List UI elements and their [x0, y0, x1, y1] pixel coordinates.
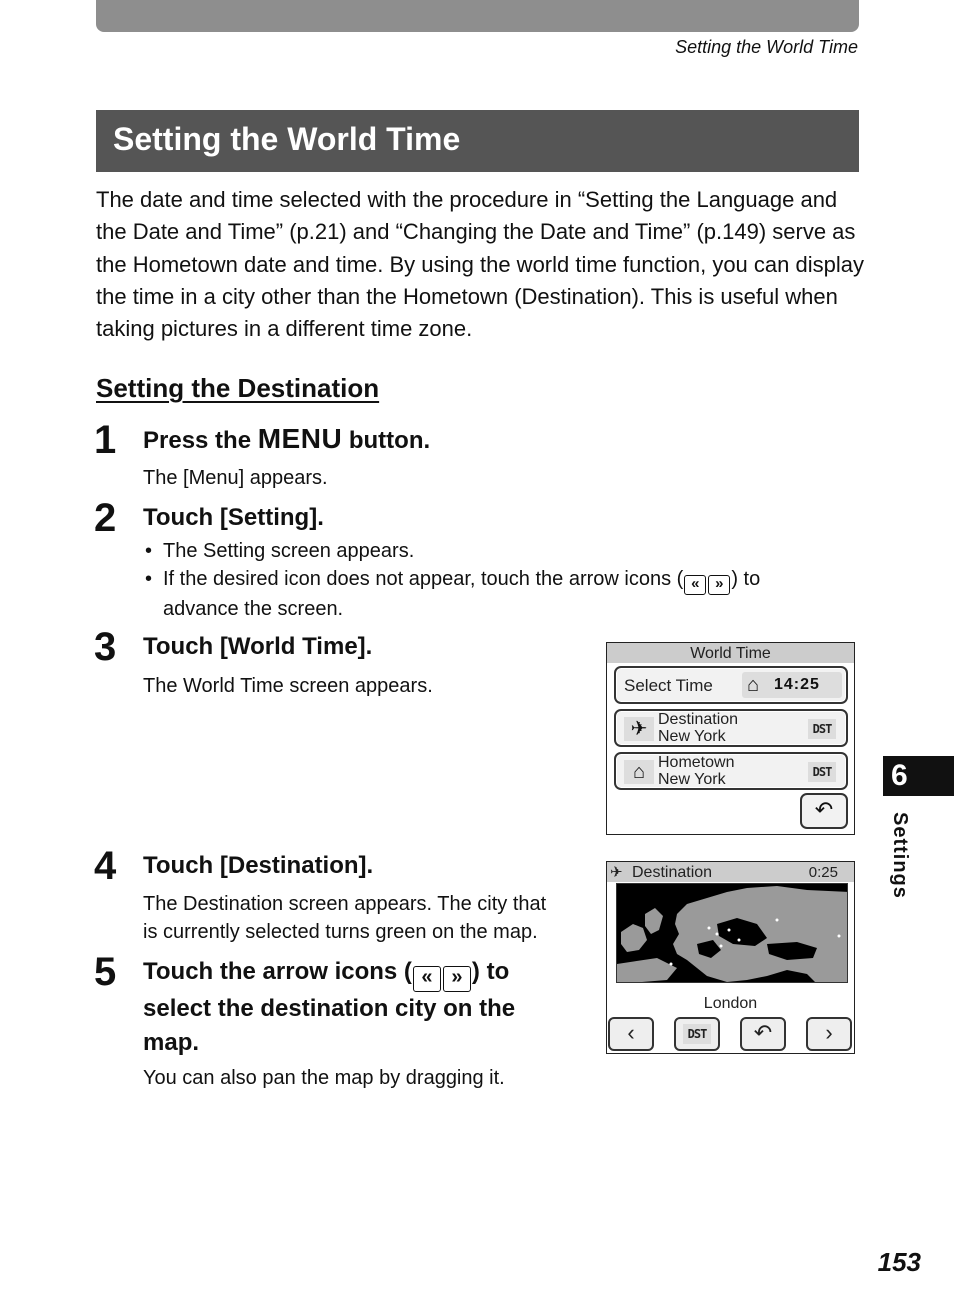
destination-screen — [606, 861, 855, 1054]
world-map[interactable] — [616, 883, 848, 983]
destination-button[interactable] — [614, 709, 848, 747]
dst-icon: DST — [683, 1024, 711, 1044]
destination-label: Destination — [658, 711, 739, 728]
hometown-city: New York — [658, 771, 726, 788]
dst-toggle-button[interactable] — [674, 1017, 720, 1051]
menu-button-label: MENU — [257, 423, 343, 454]
time-display — [742, 672, 842, 698]
time-value: 14:25 — [774, 676, 820, 693]
dst-icon: DST — [808, 719, 836, 739]
back-icon: ↶ — [753, 1020, 773, 1045]
list-item: • If the desired icon does not appear, touch the arrow icons ( « » ) to advance the screen. — [143, 565, 863, 623]
step-4-text: The Destination screen appears. The city that is currently selected turns green on the map. — [143, 893, 547, 943]
step-1-text: The [Menu] appears. — [143, 467, 328, 489]
plane-icon: ✈ — [624, 717, 654, 741]
world-time-screen — [606, 642, 855, 835]
time-offset: 0:25 — [808, 864, 838, 881]
step-3-number: 3 — [94, 625, 117, 669]
back-button[interactable] — [800, 793, 848, 829]
step-5-number: 5 — [94, 950, 117, 994]
hometown-label: Hometown — [658, 754, 735, 771]
subsection-title: Setting the Destination — [96, 373, 380, 403]
chevron-right-icon: › — [825, 1020, 833, 1045]
step-4-title: Touch [Destination]. — [143, 852, 374, 879]
step-2-number: 2 — [94, 496, 117, 540]
step-5-text: You can also pan the map by dragging it. — [143, 1067, 505, 1089]
step-3-text: The World Time screen appears. — [143, 675, 433, 697]
step-2-title: Touch [Setting]. — [143, 504, 324, 531]
chapter-tab — [883, 756, 954, 796]
section-banner — [96, 110, 859, 172]
step-5-title: Touch the arrow icons ( « » ) to select the destination city on the map. — [143, 958, 516, 1056]
step-1-title — [143, 422, 430, 458]
step-3-title: Touch [World Time]. — [143, 633, 373, 660]
europe-map-graphic — [617, 884, 848, 983]
back-icon: ↶ — [814, 797, 834, 822]
running-head: Setting the World Time — [675, 37, 858, 57]
destination-screen-title: Destination — [632, 864, 713, 881]
destination-screen-title-bar — [607, 862, 854, 882]
step-1-number: 1 — [94, 418, 117, 462]
prev-city-button[interactable] — [608, 1017, 654, 1051]
page-number: 153 — [877, 1247, 921, 1277]
right-arrow-icon: » — [708, 575, 730, 595]
dst-icon: DST — [808, 762, 836, 782]
back-button[interactable] — [740, 1017, 786, 1051]
list-item: • The Setting screen appears. — [143, 537, 863, 565]
world-time-screen-title: World Time — [607, 643, 854, 663]
top-bar — [96, 0, 859, 32]
destination-city: New York — [658, 728, 726, 745]
selected-city: London — [703, 995, 758, 1012]
next-city-button[interactable] — [806, 1017, 852, 1051]
house-icon: ⌂ — [624, 760, 654, 784]
select-time-button[interactable] — [614, 666, 848, 704]
plane-icon: ✈ — [610, 864, 623, 881]
house-icon: ⌂ — [747, 674, 760, 696]
section-title: Setting the World Time — [113, 121, 461, 157]
step-1-title-pre: Press the — [143, 427, 258, 454]
select-time-label: Select Time — [624, 676, 713, 695]
step-4-number: 4 — [94, 844, 117, 888]
intro-paragraph: The date and time selected with the procedure in “Setting the Language and the Date and Time” (p.21) and “Changing the Date and Time” (p.149) serve as the Hometown date and time. By using the world time function, you can display the time in a city other than the Hometown (Destination). This is useful when taking pictures in a different time zone. — [96, 187, 864, 342]
right-arrow-icon: » — [443, 966, 471, 992]
step-1-title-post: button. — [342, 427, 431, 454]
chapter-label: Settings — [889, 812, 911, 899]
step-2-bullets — [143, 537, 863, 623]
hometown-button[interactable] — [614, 752, 848, 790]
chevron-left-icon: ‹ — [627, 1020, 635, 1045]
left-arrow-icon: « — [684, 575, 706, 595]
left-arrow-icon: « — [413, 966, 441, 992]
chapter-number: 6 — [891, 759, 908, 792]
